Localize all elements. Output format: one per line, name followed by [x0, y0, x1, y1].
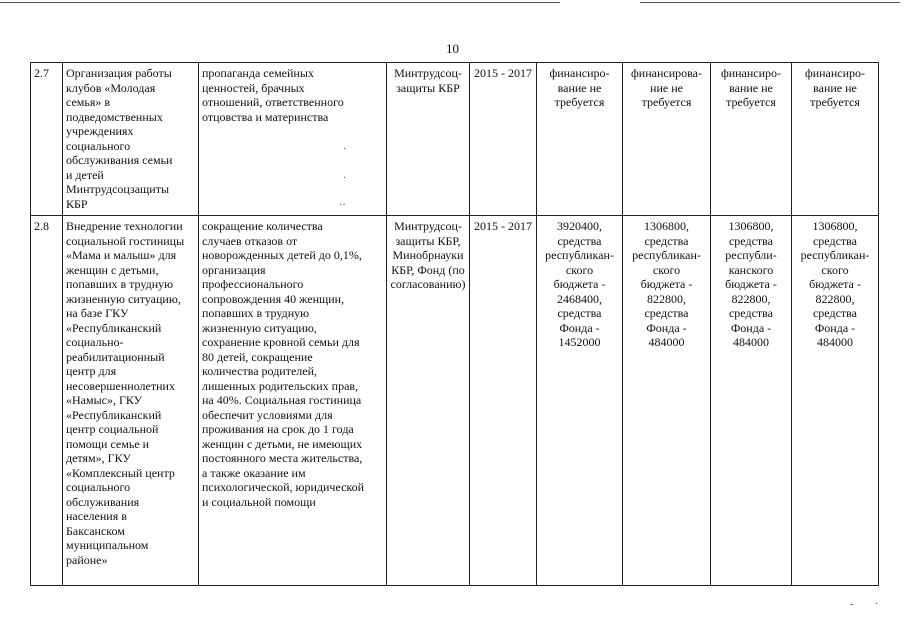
- financing-2017-text: финансиро- вание не требуется: [804, 66, 866, 109]
- financing-2015-text: финансирова- ние не требуется: [631, 66, 702, 109]
- financing-2016-cell: [711, 216, 792, 586]
- financing-total-text: финансиро- вание не требуется: [549, 66, 610, 109]
- program-table: [30, 62, 879, 586]
- financing-total-cell: [537, 63, 623, 216]
- result-text: сокращение количества случаев отказов от новорожденных детей до 0,1%, организация профессионального сопровождения 40 женщин, попавших в трудную жизненную ситуацию, сохранение кровной семьи для 80 детей, сокращение количества родителей, лишенных родительских прав, на 40%. Социальная гостиница обеспечит условиями для проживания на срок до 1 года женщин с детьми, не имеющих постоянного места жительства, а также оказание им психологической, юридической и социальной помощи: [202, 219, 365, 509]
- financing-2017-cell: [792, 216, 879, 586]
- top-border-line: [0, 2, 560, 3]
- page-number: 10: [446, 41, 459, 56]
- financing-2015-cell: [623, 216, 711, 586]
- period-cell: 2015 - 2017: [470, 63, 537, 216]
- financing-total-cell: [537, 216, 623, 586]
- row-number: 2.7: [31, 63, 63, 216]
- financing-2016-text: 1306800, средства республи- канского бюджета - 822800, средства Фонда - 484000: [725, 219, 777, 349]
- activity-text: Организация работы клубов «Молодая семья» в подведомственных учреждениях социального обслуживания семьи и детей Минтрудсоцзащиты КБР: [66, 66, 173, 211]
- table-row: [31, 63, 879, 216]
- activity-text: Внедрение технологии социальной гостиницы «Мама и малыш» для женщин с детьми, попавших в трудную жизненную ситуацию, на базе ГКУ «Республиканский социально- реабилитационный центр для несовершеннолетних «Намыс», ГКУ «Республиканский центр социальной помощи семье и детям», ГКУ «Комплексный центр социального обслуживания населения в Баксанском муниципальном районе»: [66, 219, 185, 567]
- activity-cell: [63, 216, 199, 586]
- table-row: [31, 216, 879, 586]
- financing-total-text: 3920400, средства республикан- ского бюджета - 2468400, средства Фонда - 1452000: [545, 219, 614, 349]
- financing-2016-text: финансиро- вание не требуется: [720, 66, 782, 109]
- executor-cell: [387, 216, 470, 586]
- financing-2017-text: 1306800, средства республикан- ского бюджета - 822800, средства Фонда - 484000: [800, 219, 870, 349]
- executor-cell: [387, 63, 470, 216]
- scan-speck: ··: [339, 200, 346, 211]
- executor-text: Минтрудсоц- защиты КБР: [394, 66, 462, 95]
- result-cell: [199, 63, 387, 216]
- scan-speck: ·: [875, 599, 879, 610]
- activity-cell: [63, 63, 199, 216]
- financing-2015-text: 1306800, средства республикан- ского бюджета - 822800, средства Фонда - 484000: [632, 219, 701, 349]
- result-text: пропаганда семейных ценностей, брачных отношений, ответственного отцовства и материнства: [202, 66, 344, 124]
- scan-speck: -: [850, 599, 854, 610]
- financing-2015-cell: [623, 63, 711, 216]
- result-cell: [199, 216, 387, 586]
- financing-2017-cell: [792, 63, 879, 216]
- scan-speck: ·: [343, 173, 347, 184]
- row-number: 2.8: [31, 216, 63, 586]
- period-cell: 2015 - 2017: [470, 216, 537, 586]
- executor-text: Минтрудсоц- защиты КБР, Минобрнауки КБР, Фонд (по согласованию): [390, 219, 466, 291]
- financing-2016-cell: [711, 63, 792, 216]
- top-border-line: [640, 2, 900, 3]
- scan-speck: ·: [343, 144, 347, 155]
